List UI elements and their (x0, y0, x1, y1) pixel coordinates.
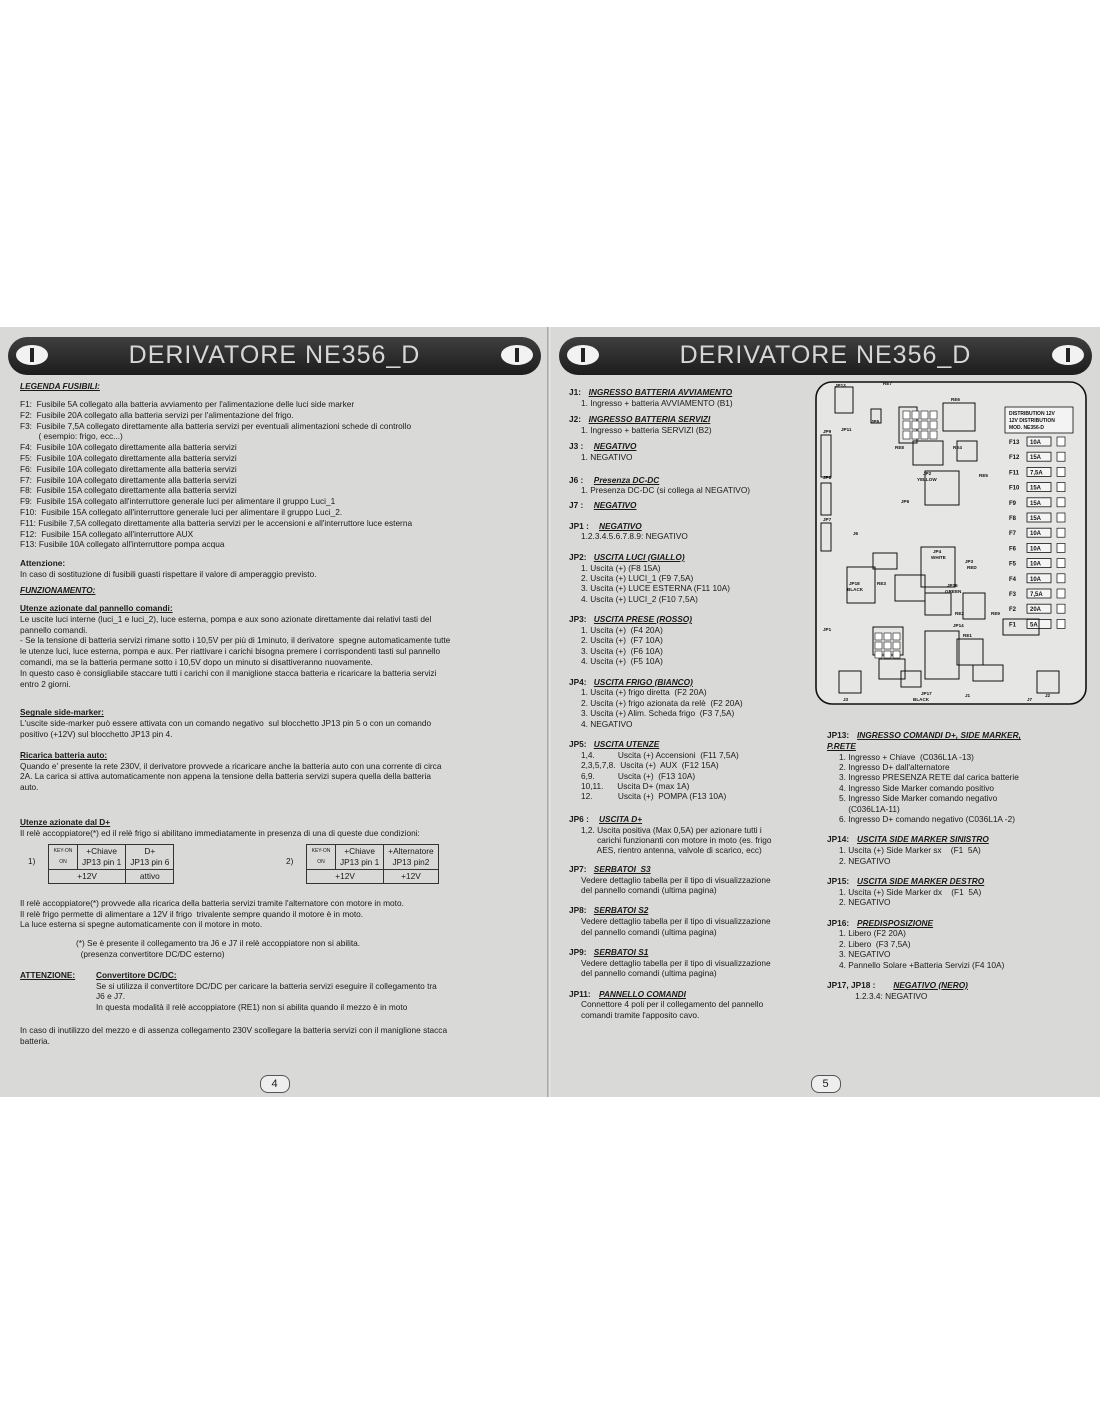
fuse-legend-line: ( esempio: frigo, ecc...) (20, 431, 123, 442)
terminal-pad (875, 633, 882, 640)
board-label: JP8 (823, 475, 832, 480)
connector-title: NEGATIVO (599, 520, 642, 531)
board-label: YELLOW (917, 477, 937, 482)
connector-key: JP5: (569, 739, 587, 749)
dcdc-line: J6 e J7. (96, 991, 126, 1002)
connector-title: INGRESSO BATTERIA SERVIZI (588, 414, 711, 425)
connector-item: 1. Uscita (+) Side Marker sx (F1 5A) (839, 845, 981, 856)
terminal-pad (921, 431, 928, 439)
board-label: JP4 (933, 549, 942, 554)
attention-label: ATTENZIONE: (20, 969, 76, 980)
connector-key: JP9: (569, 947, 587, 957)
board-label: JP18 (849, 581, 860, 586)
board-label: JP17 (921, 691, 932, 696)
terminal-pad (903, 431, 910, 439)
utenze-line: - Se la tensione di batteria servizi rimane sotto i 10,5V per più di 1minuto, il derivatore spegne automaticamente tutte (20, 635, 451, 646)
fuse-value: 15A (1030, 500, 1042, 507)
fuse-name: F11 (1009, 470, 1020, 477)
connector-item: 2. Uscita (+) LUCI_1 (F9 7,5A) (581, 573, 694, 583)
terminal-pad (912, 421, 919, 429)
fuse-legend-line: F9: Fusibile 15A collegato all'interruttore generale luci per alimentare il gruppo Luci_1 (20, 496, 336, 507)
connector-title: SERBATOI S3 (593, 863, 651, 874)
fuse-name: F1 (1009, 622, 1017, 629)
board-label: JP6 (901, 499, 910, 504)
fuse-value: 7,5A (1030, 470, 1043, 477)
terminal-pad (884, 633, 891, 640)
dcdc-title: Convertitore DC/DC: (96, 969, 177, 980)
connector-item: 4. Uscita (+) LUCI_2 (F10 7,5A) (581, 593, 698, 604)
fuse-name: F9 (1009, 500, 1017, 507)
fuse-legend-line: F8: Fusibile 15A collegato direttamente alla batteria servizi (20, 485, 237, 496)
connector-item: 6,9. Uscita (+) (F13 10A) (581, 770, 696, 781)
fuse-legend-line: F13: Fusibile 10A collegato all'interruttore pompa acqua (20, 539, 225, 550)
connector-item: 5. Ingresso Side Marker comando negativo (839, 793, 998, 804)
connector-key: JP15: (827, 876, 850, 886)
fuse-legend-line: F12: Fusibile 15A collegato all'interruttore AUX (20, 528, 194, 539)
board-label: JP7 (823, 517, 832, 522)
connector-item: 1. Uscita (+) (F4 20A) (581, 625, 663, 635)
connector-item: 1. Uscita (+) frigo diretta (F2 20A) (581, 687, 707, 698)
terminal-pad (930, 421, 937, 429)
dplus-line: Il relè accoppiatore(*) ed il relè frigo si abilitano immediatamente in presenza di una di queste due condizioni: (20, 827, 420, 838)
connector-item: 2. Uscita (+) frigo azionata da relè (F2 20A) (581, 697, 743, 708)
rele-line: Il relè frigo permette di alimentare a 12V il frigo trivalente sempre quando il motore è in moto. (20, 908, 364, 919)
connector-title: SERBATOI S2 (593, 905, 649, 916)
connector-item: 3. Uscita (+) (F6 10A) (581, 645, 663, 656)
connector-title: NEGATIVO (593, 499, 637, 510)
board-label: JP1 (823, 627, 832, 632)
board-label: J7 (1027, 697, 1033, 702)
board-label: BLACK (847, 587, 864, 592)
ricarica-line: Quando e' presente la rete 230V, il derivatore provvede a ricaricare anche la batteria auto con una corrente di circa (20, 760, 442, 771)
connector-item: (C036L1A-11) (839, 803, 900, 814)
connector-key: JP6 : (569, 813, 589, 824)
board-label: JP11 (841, 427, 852, 432)
board-label: J3 (843, 697, 849, 702)
connector-key: JP13: (827, 730, 850, 740)
connector-item: 6. Ingresso D+ comando negativo (C036L1A -2) (839, 814, 1015, 824)
connector-key: J2: (569, 414, 581, 425)
connector-item: 2. NEGATIVO (839, 855, 891, 866)
fuse-led (1057, 574, 1065, 583)
fuse-led (1057, 559, 1065, 568)
key-on-icon: KEY-ON ON (49, 844, 78, 869)
board-label: JP2 (923, 471, 932, 476)
connector-item: 3. Uscita (+) Alim. Scheda frigo (F3 7,5A) (581, 708, 735, 719)
connector-title: INGRESSO BATTERIA AVVIAMENTO (588, 387, 733, 397)
connector-key: JP14: (827, 834, 850, 845)
fuse-led (1057, 437, 1065, 446)
terminal-pad (893, 642, 900, 649)
connector-item: 1. Libero (F2 20A) (839, 928, 906, 939)
connector-title: NEGATIVO (593, 441, 637, 452)
page-title: DERIVATORE NE356_D (128, 341, 421, 369)
connector-title: PANNELLO COMANDI (599, 988, 686, 999)
connector-item: 3. NEGATIVO (839, 949, 891, 960)
board-label: J1 (965, 693, 971, 698)
terminal-pad (903, 421, 910, 429)
connector-item: 1. Uscita (+) (F8 15A) (581, 562, 661, 573)
key-on-icon: KEY-ON ON (307, 844, 336, 869)
connector-item: 12. Uscita (+) POMPA (F13 10A) (581, 791, 727, 802)
terminal-pad (884, 642, 891, 649)
connector-key: JP4: (569, 676, 587, 687)
fuse-value: 10A (1030, 546, 1042, 553)
board-svg (813, 379, 1089, 707)
connector-item: AES, rientro antenna, valvole di scarico, ecc) (581, 845, 762, 856)
connector-key: JP1 : (569, 520, 589, 531)
fuse-led (1057, 589, 1065, 598)
connector-item: Vedere dettaglio tabella per il tipo di visualizzazione (581, 957, 771, 968)
funzionamento-heading: FUNZIONAMENTO: (20, 585, 96, 595)
terminal-pad (930, 431, 937, 439)
condition-table (48, 844, 174, 884)
fuse-value: 20A (1030, 607, 1042, 614)
terminal-pad (884, 651, 891, 658)
attention-title: Attenzione: (20, 558, 66, 569)
connector-item: 2. Libero (F3 7,5A) (839, 938, 911, 949)
terminal-pad (903, 411, 910, 419)
connector-key: JP2: (569, 551, 587, 562)
board-label: JP3 (965, 559, 974, 564)
terminal-pad (930, 411, 937, 419)
terminal-pad (893, 651, 900, 658)
fuse-legend-line: F5: Fusibile 10A collegato direttamente alla batteria servizi (20, 453, 237, 463)
connector-item: 4. Uscita (+) (F5 10A) (581, 656, 663, 667)
connector-key: JP16: (827, 917, 850, 928)
connector-item: Vedere dettaglio tabella per il tipo di visualizzazione (581, 874, 771, 885)
board-label: RE9 (991, 611, 1000, 616)
side-marker-line: positivo (+12V) sul blocchetto JP13 pin 4. (20, 729, 173, 739)
fuse-led (1057, 619, 1065, 628)
fuse-value: 15A (1030, 455, 1042, 462)
utenze-line: comandi, ma se la batteria permane sotto i 10,5V dopo un minuto si disattiveranno nuovamente. (20, 657, 373, 667)
dcdc-line: Se si utilizza il convertitore DC/DC per caricare la batteria servizi eseguire il collegamento tra (96, 980, 437, 991)
connector-item: 2. Uscita (+) (F7 10A) (581, 635, 663, 646)
board-label: RE7 (883, 381, 892, 386)
connector-key: J1: (569, 387, 581, 397)
connector-key: JP8: (569, 905, 587, 916)
connector-title: P.RETE (827, 740, 856, 751)
board-label: RE3 (877, 581, 886, 586)
fuse-legend-line: F7: Fusibile 10A collegato direttamente alla batteria servizi (20, 474, 237, 485)
connector-title: USCITA SIDE MARKER DESTRO (857, 876, 985, 886)
connector-title: NEGATIVO (NERO) (893, 980, 968, 990)
connector-item: 2,3,5,7,8. Uscita (+) AUX (F12 15A) (581, 760, 719, 771)
fuse-legend-line: F2: Fusibile 20A collegato alla batteria servizi per l'alimentazione del frigo. (20, 409, 294, 420)
board-label: JP16 (947, 583, 958, 588)
ricarica-title: Ricarica batteria auto: (20, 749, 108, 760)
connector-item: 1. Presenza DC-DC (si collega al NEGATIVO) (581, 485, 751, 496)
connector-item: 1.2.3.4.5.6.7.8.9: NEGATIVO (581, 531, 688, 542)
connector-key: JP7: (569, 863, 587, 874)
condition-col2: D+ JP13 pin 6 (126, 844, 174, 869)
connector-item: 1. Ingresso + batteria SERVIZI (B2) (581, 425, 712, 435)
connector-key: JP11: (569, 988, 591, 999)
fuse-legend-line: F10: Fusibile 15A collegato all'interruttore generale luci per alimentare il gruppo Luci_2. (20, 507, 343, 517)
connector-title: PREDISPOSIZIONE (857, 917, 934, 928)
info-icon (501, 345, 533, 365)
connector-key: J3 : (569, 441, 584, 452)
utenze-line: In questo caso è consigliabile staccare tutti i carichi con il maniglione stacca batteria e ricaricare la batteria servizi (20, 667, 437, 678)
fuse-name: F10 (1009, 485, 1020, 492)
board-label: RE2 (955, 611, 964, 616)
dplus-title: Utenze azionate dal D+ (20, 817, 111, 827)
connector-item: 1. Uscita (+) Side Marker dx (F1 5A) (839, 886, 982, 897)
connector-item: 4. Pannello Solare +Batteria Servizi (F4 10A) (839, 959, 1005, 970)
connector-item: del pannello comandi (ultima pagina) (581, 885, 717, 895)
board-label: RE4 (953, 445, 962, 450)
fuse-led (1057, 513, 1065, 522)
condition-number: 2) (286, 855, 294, 866)
fuse-value: 5A (1030, 622, 1038, 629)
distribution-label: DISTRIBUTION 12V (1009, 411, 1055, 417)
connector-key: JP3: (569, 614, 587, 625)
connector-title: INGRESSO COMANDI D+, SIDE MARKER, (857, 730, 1021, 740)
connector-item: carichi funzionanti con motore in moto (es. frigo (581, 835, 772, 845)
fuse-led (1057, 483, 1065, 492)
utenze-line: Le uscite luci interne (luci_1 e luci_2), luce esterna, pompa e aux sono azionate direttamente dai relativi tasti del (20, 613, 432, 624)
fuse-led (1057, 543, 1065, 552)
connector-item: 1. Ingresso + Chiave (C036L1A -13) (839, 751, 974, 762)
fuse-name: F12 (1009, 455, 1020, 462)
left-title-band (8, 337, 541, 375)
board-label: J6 (853, 531, 859, 536)
board-label: WHITE (931, 555, 946, 560)
connector-title: USCITA UTENZE (593, 739, 660, 749)
connector-title: USCITA LUCI (GIALLO) (593, 551, 685, 562)
board-label: BLACK (913, 697, 930, 702)
connector-item: 3. Uscita (+) LUCE ESTERNA (F11 10A) (581, 583, 731, 594)
connector-item: 2. Ingresso D+ dall'alternatore (839, 762, 950, 772)
ricarica-line: auto. (20, 782, 39, 793)
board-label: J2 (1045, 693, 1051, 698)
fuse-legend-line: F11: Fusibile 7,5A collegato direttamente alla batteria servizi per le accensioni e all'interruttore luce esterna (20, 517, 413, 528)
final-note-line: batteria. (20, 1035, 50, 1046)
board-label: RE5 (979, 473, 988, 478)
fuse-led (1057, 528, 1065, 537)
fuse-led (1057, 452, 1065, 461)
terminal-pad (912, 411, 919, 419)
connector-item: del pannello comandi (ultima pagina) (581, 968, 717, 979)
page-title: DERIVATORE NE356_D (679, 341, 972, 369)
board-label: RE6 (951, 397, 960, 402)
left-page (0, 327, 549, 1097)
connector-item: 4. NEGATIVO (581, 718, 633, 729)
fuse-name: F2 (1009, 607, 1017, 614)
connector-item: Connettore 4 poli per il collegamento del pannello (581, 999, 764, 1010)
fuse-name: F4 (1009, 576, 1017, 583)
connector-title: Presenza DC-DC (593, 474, 660, 485)
circuit-board-diagram (813, 379, 1089, 707)
fuse-value: 10A (1030, 576, 1042, 583)
board-label: JP5 (871, 419, 880, 424)
fuse-name: F8 (1009, 516, 1017, 522)
fuse-led (1057, 498, 1065, 507)
terminal-pad (875, 642, 882, 649)
right-page (551, 327, 1100, 1097)
terminal-pad (921, 421, 928, 429)
board-label: JP9 (823, 429, 832, 434)
fuse-name: F13 (1009, 440, 1020, 446)
board-label: JP13 (835, 383, 846, 388)
info-icon (1052, 345, 1084, 365)
fuse-name: F6 (1009, 546, 1017, 553)
fuse-name: F3 (1009, 592, 1017, 598)
connector-title: USCITA D+ (599, 813, 643, 824)
condition-col1: +Chiave JP13 pin 1 (78, 844, 126, 869)
fuse-value: 15A (1030, 516, 1042, 522)
fuse-name: F7 (1009, 531, 1017, 538)
connector-item: 1.2.3.4: NEGATIVO (839, 990, 928, 1001)
connector-item: 1,2. Uscita positiva (Max 0,5A) per azionare tutti i (581, 824, 762, 835)
ricarica-line: 2A. La carica si attiva automaticamente non appena la tensione della batteria servizi supera quella della batteria (20, 771, 431, 782)
legend-heading: LEGENDA FUSIBILI: (20, 381, 100, 391)
utenze-line: le utenze luci, luce esterna, pompa e aux. Per riattivare i carichi bisogna premere i corrispondenti tasti sul pannello (20, 646, 441, 657)
connector-item: del pannello comandi (ultima pagina) (581, 926, 717, 937)
connector-title: USCITA FRIGO (BIANCO) (593, 676, 693, 687)
terminal-pad (912, 431, 919, 439)
connector-item: 4. Ingresso Side Marker comando positivo (839, 782, 994, 793)
distribution-label: 12V DISTRIBUTION (1009, 418, 1055, 424)
board-label: RE1 (963, 633, 972, 638)
connector-item: 1. Ingresso + batteria AVVIAMENTO (B1) (581, 397, 733, 408)
connector-key: JP17, JP18 : (827, 980, 876, 990)
side-marker-title: Segnale side-marker: (20, 707, 104, 718)
note-line: (presenza convertitore DC/DC esterno) (76, 949, 225, 959)
dcdc-line: In questa modalità il relè accoppiatore (RE1) non si abilita quando il mezzo è in moto (96, 1002, 408, 1013)
connector-item: comandi tramite l'apposito cavo. (581, 1009, 700, 1020)
condition-val2: +12V (384, 869, 438, 883)
fuse-legend-line: F3: Fusibile 7,5A collegato direttamente alla batteria servizi per eventuali alimentazioni schede di controllo (20, 420, 412, 431)
rele-line: La luce esterna si spegne automaticamente con il motore in moto. (20, 919, 263, 930)
attention-text: In caso di sostituzione di fusibili guasti rispettare il valore di amperaggio previsto. (20, 569, 317, 579)
condition-val1: +12V (49, 869, 126, 883)
connector-title: USCITA SIDE MARKER SINISTRO (857, 834, 989, 845)
page-number: 5 (811, 1075, 841, 1093)
connector-key: J7 : (569, 499, 584, 510)
connector-key: J6 : (569, 474, 584, 485)
note-line: (*) Se è presente il collegamento tra J6 e J7 il relè accoppiatore non si abilita. (76, 938, 361, 949)
fuse-led (1057, 604, 1065, 613)
condition-table (306, 844, 439, 884)
side-marker-line: L'uscite side-marker può essere attivata con un comando negativo sul blocchetto JP13 pin 5 o con un comando (20, 718, 432, 729)
page-number: 4 (260, 1075, 290, 1093)
fuse-led (1057, 467, 1065, 476)
utenze-title: Utenze azionate dal pannello comandi: (20, 603, 173, 613)
board-label: RED (967, 565, 977, 570)
utenze-line: pannello comandi. (20, 624, 88, 635)
fuse-value: 10A (1030, 440, 1042, 446)
board-label: JP14 (953, 623, 964, 628)
connector-item: 1,4. Uscita (+) Accensioni (F11 7,5A) (581, 749, 739, 760)
terminal-pad (875, 651, 882, 658)
utenze-line: entro 2 giorni. (20, 678, 71, 689)
fuse-value: 15A (1030, 485, 1042, 492)
connector-title: SERBATOI S1 (593, 947, 649, 957)
condition-val1: +12V (307, 869, 384, 883)
rele-line: Il relè accoppiatore(*) provvede alla ricarica della batteria servizi tramite l'alternatore con motore in moto. (20, 897, 404, 908)
fuse-legend-line: F6: Fusibile 10A collegato direttamente alla batteria servizi (20, 463, 237, 474)
fuse-value: 10A (1030, 531, 1042, 538)
final-note-line: In caso di inutilizzo del mezzo e di assenza collegamento 230V scollegare la batteria servizi con il maniglione stacca (20, 1025, 448, 1035)
fuse-legend-line: F4: Fusibile 10A collegato direttamente alla batteria servizi (20, 442, 237, 453)
fuse-legend-line: F1: Fusibile 5A collegato alla batteria avviamento per l'alimentazione delle luci side marker (20, 399, 355, 409)
distribution-label: MOD. NE356-D (1009, 425, 1045, 431)
fuse-value: 7,5A (1030, 592, 1043, 598)
connector-item: 1. NEGATIVO (581, 452, 633, 463)
connector-item: 2. NEGATIVO (839, 897, 891, 908)
connector-title: USCITA PRESE (ROSSO) (593, 614, 692, 625)
connector-item: Vedere dettaglio tabella per il tipo di visualizzazione (581, 916, 771, 927)
condition-col1: +Chiave JP13 pin 1 (336, 844, 384, 869)
board-label: RE8 (895, 445, 904, 450)
terminal-pad (921, 411, 928, 419)
fuse-name: F5 (1009, 561, 1017, 568)
condition-val2: attivo (126, 869, 174, 883)
connector-item: 3. Ingresso PRESENZA RETE dal carica batterie (839, 772, 1019, 783)
terminal-pad (893, 633, 900, 640)
connector-item: 10,11. Uscita D+ (max 1A) (581, 781, 690, 791)
condition-col2: +Alternatore JP13 pin2 (384, 844, 438, 869)
board-label: GREEN (945, 589, 962, 594)
right-title-band (559, 337, 1092, 375)
condition-number: 1) (28, 855, 36, 866)
fuse-value: 10A (1030, 561, 1042, 568)
